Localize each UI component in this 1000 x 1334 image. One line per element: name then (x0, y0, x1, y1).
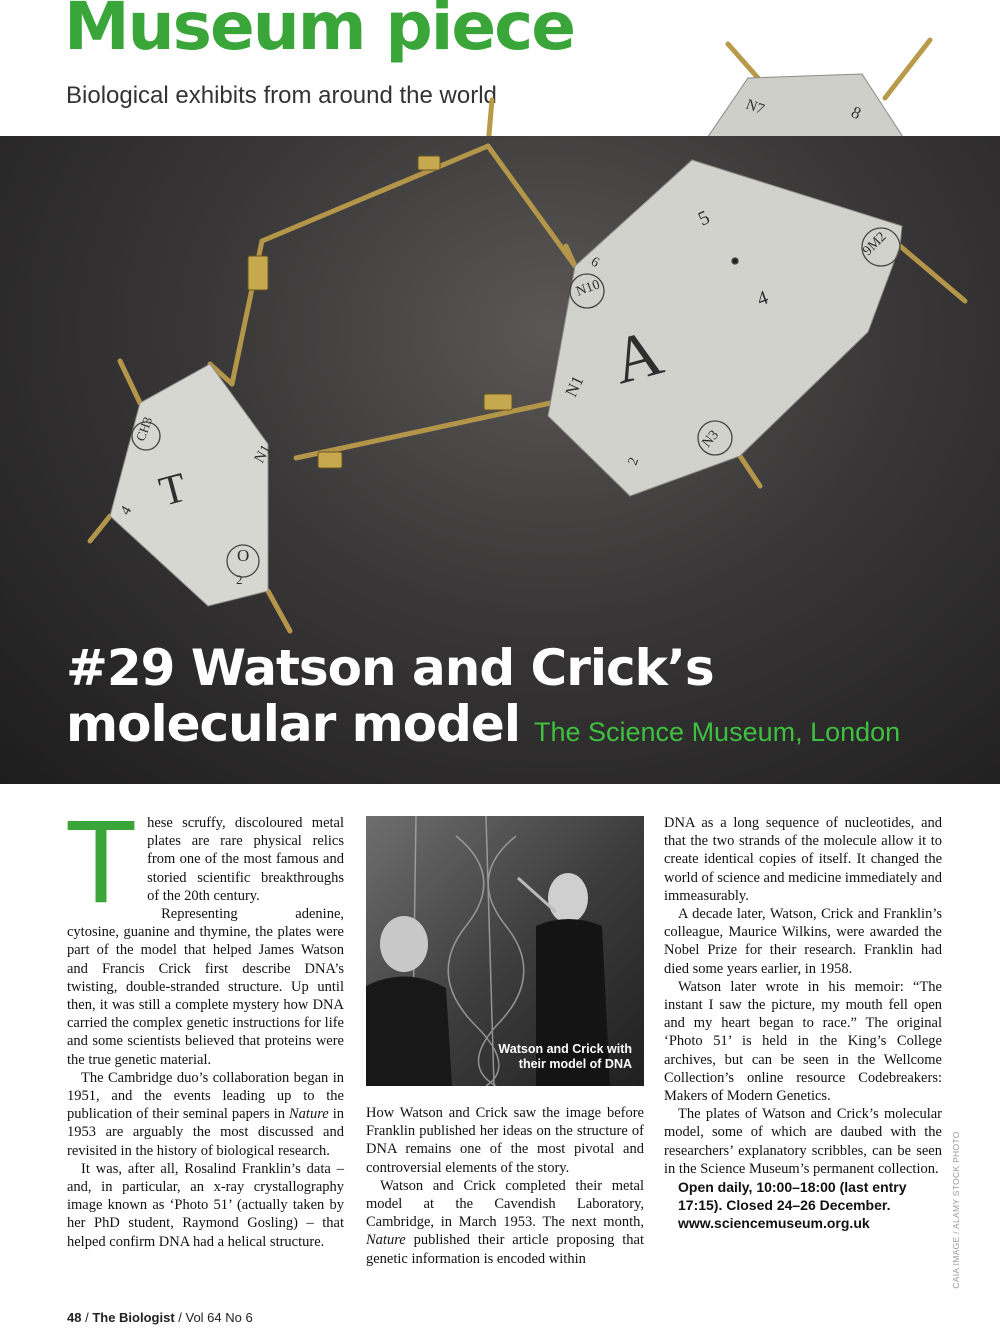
visit-website: www.sciencemuseum.org.uk (678, 1215, 870, 1232)
label-n3: N3 (699, 427, 723, 451)
photo-credit (949, 1131, 963, 1289)
visit-hours: Open daily, 10:00–18:00 (last entry (678, 1179, 907, 1196)
label-4: 4 (754, 286, 772, 311)
page-subtitle: Biological exhibits from around the world (66, 82, 497, 109)
article-column-3 (664, 814, 942, 1232)
exhibit-title-line1: #29 Watson and Crick’s (66, 639, 714, 697)
article-para-10: The plates of Watson and Crick’s molecular model, some of which are daubed with the researchers’ explanatory scribbles, can be seen in the Science Museum’s permanent collection. (664, 1106, 942, 1177)
page-footer (67, 1310, 253, 1325)
photo-caption-line1: Watson and Crick with (498, 1042, 632, 1056)
exhibit-title-line2-text: molecular model (66, 695, 520, 753)
article-para-5: How Watson and Crick saw the image before Franklin published her ideas on the structure of DNA remains one of the most pivotal and controversial elements of the story. (366, 1105, 644, 1176)
page-number: 48 (67, 1310, 82, 1325)
hero-image (0, 136, 1000, 784)
para-1-text: hese scruffy, discoloured metal plates are rare physical relics from one of the most famous and storied scientific breakthroughs of the 20th century. (147, 815, 344, 904)
article-para-2: Representing adenine, cytosine, guanine and thymine, the plates were part of the model that helped James Watson and Francis Crick first describe DNA’s twisting, double-stranded structure. Up until then, it was still a complete mystery how DNA carried the complex genetic instructions for life and some scientists believed that proteins were the true genetic material. (67, 906, 344, 1068)
para-3-journal: Nature (289, 1106, 329, 1123)
para-6-text-a: Watson and Crick completed their metal model at the Cavendish Laboratory, Cambridge, in March 1953. The next month, (366, 1177, 644, 1231)
visit-info (664, 1178, 942, 1232)
para-3-text-b: in 1953 are arguably the most discussed and revisited in the history of biological research. (67, 1106, 345, 1159)
para-6-journal: Nature (366, 1232, 406, 1249)
exhibit-location: The Science Museum, London (533, 717, 901, 747)
article-column-1 (65, 796, 345, 1251)
page-title: Museum piece (64, 0, 574, 65)
magazine-name: The Biologist (92, 1310, 175, 1325)
thymine-plate (110, 364, 268, 606)
exhibit-title-line2 (66, 696, 900, 760)
label-6: 6 (588, 254, 602, 271)
label-2: 2 (625, 455, 643, 468)
label-8: 8 (848, 102, 865, 124)
para-6-text-b: published their article proposing that genetic information is encoded within (366, 1232, 644, 1267)
label-2-left: 2 (236, 572, 243, 587)
article-para-8: A decade later, Watson, Crick and Franklin’s colleague, Maurice Wilkins, were awarded the Nobel Prize for their research. Franklin had died some years earlier, in 1958. (664, 906, 942, 977)
article-para-7: DNA as a long sequence of nucleotides, and that the two strands of the molecule allow it to create identical copies of itself. It changed the world of science and medicine immediately and immeasurably. (664, 815, 942, 904)
label-n7: N7 (743, 96, 767, 119)
article-column-2 (366, 1104, 644, 1268)
label-4-left: 4 (117, 503, 136, 518)
article-para-1 (65, 796, 344, 928)
footer-separator-1: / (81, 1310, 93, 1325)
photo-caption-line2: their model of DNA (518, 1057, 632, 1071)
article-para-4: It was, after all, Rosalind Franklin’s data – and, in particular, an x-ray crystallography image known as ‘Photo 51’ (actually taken by her PhD student, Raymond Gosling) – that helped confirm DNA had a helical structure. (67, 1160, 344, 1250)
label-nh2: 9M2 (860, 229, 890, 259)
label-ch3: CH3 (132, 414, 156, 444)
dropcap: T (65, 796, 138, 928)
adenine-letter: A (604, 315, 670, 399)
watson-crick-photo (366, 816, 644, 1086)
label-5: 5 (694, 206, 714, 231)
label-n1-left: N1 (251, 442, 275, 466)
footer-separator-2: / (174, 1310, 186, 1325)
article-para-6 (366, 1177, 644, 1268)
issue-number: Vol 64 No 6 (185, 1310, 253, 1325)
thymine-letter: T (154, 464, 192, 516)
photo-caption (498, 1042, 632, 1072)
article-para-3 (67, 1069, 344, 1160)
article-para-9: Watson later wrote in his memoir: “The instant I saw the picture, my mouth fell open and my heart began to race.” The original ‘Photo 51’ is held in the King’s College archives, but can be seen in the Wellcome Collection’s online resource Codebreakers: Makers of Modern Genetics. (664, 978, 942, 1105)
adenine-plate (548, 160, 902, 496)
label-o: O (237, 546, 250, 565)
para-3-text-a: The Cambridge duo’s collaboration began in 1951, and the events leading up to the publication of their seminal papers in (67, 1069, 344, 1123)
exhibit-title (66, 640, 900, 760)
photo-credit-text: CAIA IMAGE / ALAMY STOCK PHOTO (951, 1131, 961, 1289)
visit-closure: 17:15). Closed 24–26 December. (678, 1197, 891, 1214)
label-n10: N10 (574, 277, 603, 300)
label-n1-right: N1 (561, 372, 588, 400)
